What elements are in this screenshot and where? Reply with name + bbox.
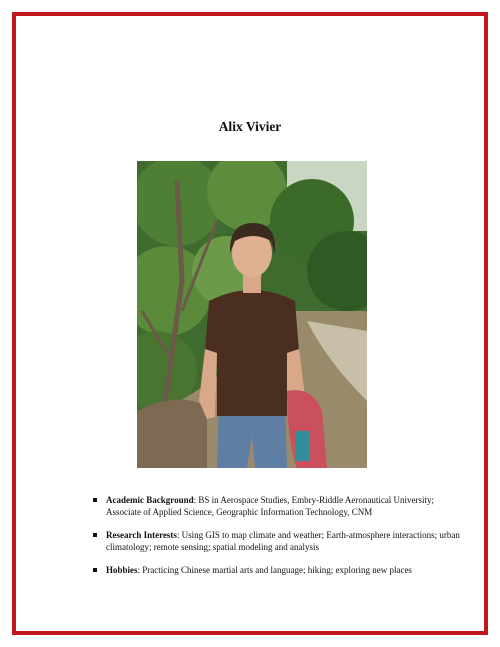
list-item-academic-background <box>90 494 460 518</box>
page-frame <box>12 12 488 635</box>
square-bullet-icon <box>93 533 97 537</box>
list-item-research-interests <box>90 529 460 553</box>
hobbies-label: Hobbies <box>106 565 138 575</box>
square-bullet-icon <box>93 568 97 572</box>
research-interests-label: Research Interests <box>106 530 177 540</box>
profile-photo <box>137 161 367 468</box>
list-item-hobbies <box>90 564 460 576</box>
hobbies-text: : Practicing Chinese martial arts and language; hiking; exploring new places <box>137 565 412 575</box>
academic-background-text: : BS in Aerospace Studies, Embry-Riddle Aeronautical University; Associate of Applied Science, Geographic Information Technology, CNM <box>106 495 435 517</box>
square-bullet-icon <box>93 498 97 502</box>
profile-name: Alix Vivier <box>218 119 282 134</box>
research-interests-text: : Using GIS to map climate and weather; Earth-atmosphere interactions; urban climatology; remote sensing; spatial modeling and analysis <box>106 530 460 552</box>
photo-illustration <box>137 161 367 468</box>
academic-background-label: Academic Background <box>106 495 194 505</box>
profile-details-list <box>90 494 460 587</box>
